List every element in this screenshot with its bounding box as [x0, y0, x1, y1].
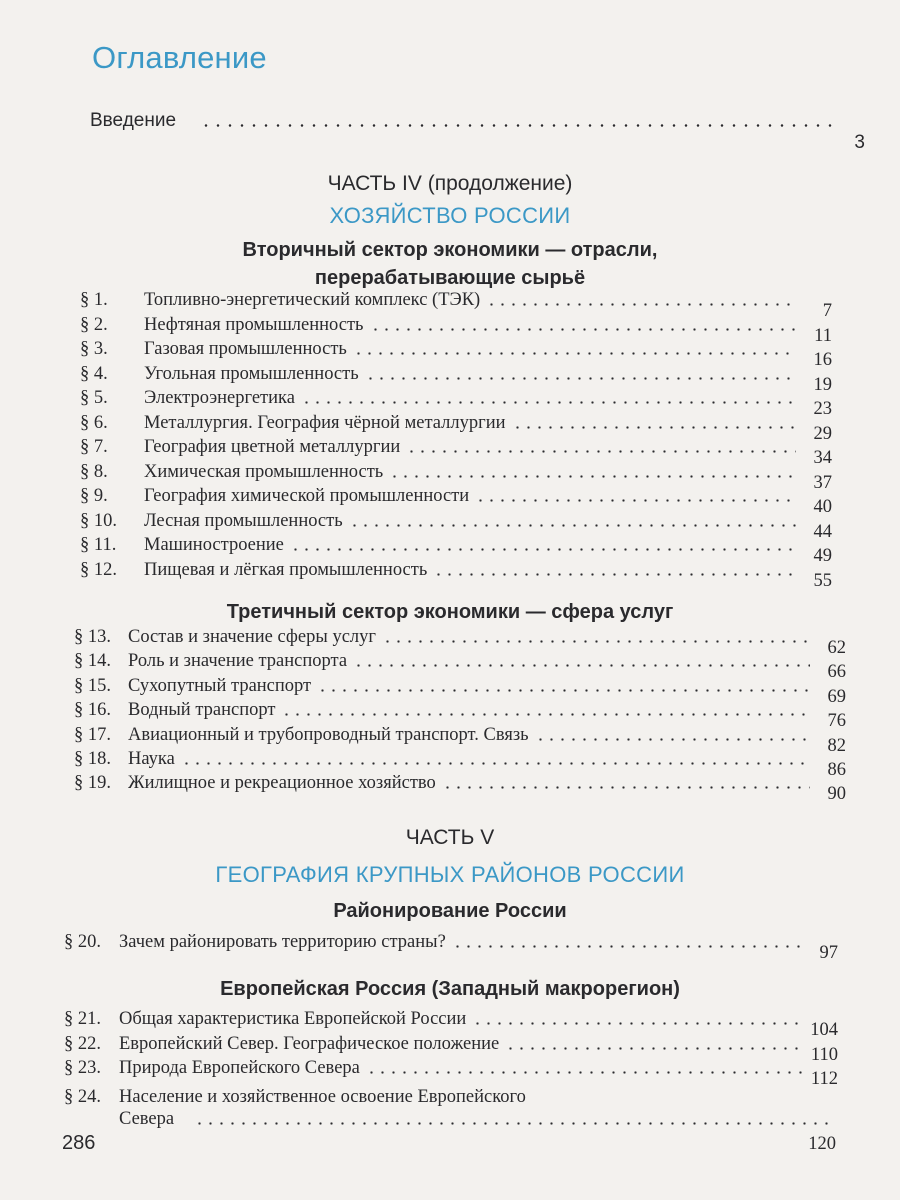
toc-entry-page: 90: [827, 784, 846, 805]
toc-entry-section: § 1.: [80, 290, 108, 310]
toc-entry-title: Наука: [128, 749, 175, 769]
toc-entry-title: Газовая промышленность: [144, 339, 347, 359]
toc-entry-title: Химическая промышленность: [144, 461, 384, 482]
toc-entry-section: § 15.: [74, 675, 111, 696]
dot-leader: [370, 328, 796, 331]
dot-leader: [406, 450, 796, 453]
toc-entry-title: Угольная промышленность: [144, 363, 359, 384]
toc-entry[interactable]: [64, 930, 838, 963]
toc-entry-page: 120: [808, 1134, 836, 1154]
toc-entry-title: География цветной металлургии: [144, 437, 401, 457]
dot-leader: [349, 524, 796, 527]
toc-entry-section: § 16.: [74, 700, 111, 721]
dot-leader: [433, 573, 796, 576]
toc-entry[interactable]: [64, 1032, 838, 1065]
toc-entry-page: 55: [813, 570, 832, 591]
toc-entry-section: § 8.: [80, 461, 108, 482]
toc-entry-title: Население и хозяйственное освоение Европейского: [119, 1087, 526, 1107]
toc-entry-page: 29: [813, 423, 832, 444]
toc-entry-section: § 2.: [80, 314, 108, 335]
toc-entry-page: 44: [813, 521, 832, 542]
toc-entry-section: § 17.: [74, 724, 111, 745]
toc-entry-section: § 7.: [80, 437, 108, 457]
section-heading-tertiary: Третичный сектор экономики — сфера услуг: [226, 601, 674, 623]
toc-entry-title: Европейский Север. Географическое положение: [119, 1033, 500, 1054]
toc-entry-title: Сухопутный транспорт: [128, 675, 312, 696]
toc-entry[interactable]: [80, 558, 832, 591]
toc-entry-page: 110: [810, 1044, 838, 1065]
dot-leader: [472, 1022, 802, 1025]
dot-leader: [290, 548, 796, 551]
toc-entry-page: 34: [813, 448, 832, 468]
dot-leader: [382, 640, 810, 643]
toc-entry-section: § 4.: [80, 363, 108, 384]
dot-leader: [365, 377, 796, 380]
toc-entry-page: 112: [810, 1069, 838, 1089]
dot-leader: [475, 499, 796, 502]
toc-entry-title: Зачем районировать территорию страны?: [119, 932, 446, 952]
toc-entry-page: 97: [819, 943, 838, 963]
toc-entry-title: Электроэнергетика: [144, 388, 295, 408]
toc-entry-page: 86: [827, 760, 846, 780]
toc-entry-title: Металлургия. География чёрной металлургии: [144, 412, 506, 433]
toc-entry-title: География химической промышленности: [144, 486, 470, 506]
dot-leader: [512, 426, 796, 429]
toc-entry-page: 23: [813, 399, 832, 419]
toc-entry[interactable]: [74, 723, 846, 756]
toc-entry[interactable]: [80, 509, 832, 542]
toc-entry-title: Жилищное и рекреационное хозяйство: [128, 773, 436, 794]
toc-entry[interactable]: [80, 411, 832, 444]
toc-entry-section: § 24.: [64, 1087, 101, 1107]
dot-leader: [200, 124, 833, 127]
toc-entry-section: § 20.: [64, 932, 101, 952]
toc-entry-section: § 23.: [64, 1058, 101, 1078]
part-5-title: ГЕОГРАФИЯ КРУПНЫХ РАЙОНОВ РОССИИ: [215, 862, 685, 887]
section-heading-line: Вторичный сектор экономики — отрасли,: [242, 239, 658, 261]
toc-entry-page: 3: [854, 132, 865, 153]
section-heading-europe: Европейская Россия (Западный макрорегион): [220, 978, 680, 1000]
toc-entry-intro[interactable]: [90, 110, 865, 153]
toc-entry-section: § 6.: [80, 412, 108, 433]
toc-entry[interactable]: [80, 288, 832, 321]
dot-leader: [301, 401, 796, 404]
dot-leader: [366, 1071, 802, 1074]
toc-entry-section: § 13.: [74, 627, 111, 647]
toc-entry-page: 19: [813, 374, 832, 395]
toc-entry[interactable]: [80, 337, 832, 370]
dot-leader: [353, 352, 796, 355]
toc-entry-title: Водный транспорт: [128, 700, 276, 721]
toc-entry-title: Состав и значение сферы услуг: [128, 627, 376, 647]
toc-entry-title: Введение: [90, 110, 177, 131]
toc-entry-title: Авиационный и трубопроводный транспорт. Связь: [128, 724, 529, 745]
toc-entry-section: § 9.: [80, 486, 108, 506]
toc-entry[interactable]: [80, 362, 832, 395]
toc-entry-page: 37: [813, 472, 832, 493]
toc-entry-page: 11: [814, 325, 832, 346]
dot-leader: [181, 762, 810, 765]
toc-entry-title: Общая характеристика Европейской России: [119, 1009, 467, 1029]
dot-leader: [389, 475, 796, 478]
dot-leader: [194, 1122, 830, 1125]
section-heading-line: перерабатывающие сырьё: [314, 267, 586, 289]
toc-entry-section: § 10.: [80, 510, 117, 531]
toc-entry[interactable]: [74, 674, 846, 707]
toc-entry-title: Пищевая и лёгкая промышленность: [144, 559, 428, 580]
toc-entry-title: Природа Европейского Севера: [119, 1058, 360, 1078]
toc-entry[interactable]: [64, 1056, 838, 1089]
toc-entry-page: 40: [813, 497, 832, 517]
toc-entry[interactable]: [74, 649, 846, 683]
toc-entry-section: § 12.: [80, 559, 117, 580]
toc-entry-title: Топливно-энергетический комплекс (ТЭК): [144, 290, 481, 310]
toc-entry-section: § 3.: [80, 339, 108, 359]
toc-entry-page: 49: [813, 546, 832, 566]
toc-entry-page: 76: [827, 711, 846, 732]
dot-leader: [486, 303, 796, 306]
dot-leader: [353, 664, 810, 667]
toc-entry-title: Севера: [119, 1109, 175, 1129]
toc-entry-page: 62: [827, 638, 846, 658]
toc-entry-page: 66: [827, 662, 846, 683]
part-5-label: ЧАСТЬ V: [405, 826, 495, 849]
toc-entry-title: Лесная промышленность: [144, 510, 343, 531]
toc-entry[interactable]: [74, 747, 846, 780]
part-4-label: ЧАСТЬ IV (продолжение): [327, 172, 573, 195]
toc-entry[interactable]: [80, 386, 832, 419]
toc-entry-section: § 18.: [74, 749, 111, 769]
page-title: Оглавление: [92, 40, 267, 75]
toc-entry-section: § 14.: [74, 651, 111, 672]
toc-entry-page: 69: [827, 686, 846, 707]
toc-entry[interactable]: [80, 460, 832, 493]
section-heading-secondary: [0, 236, 900, 292]
dot-leader: [281, 713, 810, 716]
toc-entry-section: § 21.: [64, 1009, 101, 1029]
dot-leader: [442, 786, 810, 789]
toc-entry[interactable]: [74, 625, 846, 658]
toc-entry[interactable]: [80, 533, 832, 566]
toc-entry-section: § 19.: [74, 773, 111, 794]
dot-leader: [535, 738, 810, 741]
dot-leader: [452, 945, 802, 948]
toc-entry[interactable]: [80, 484, 832, 517]
toc-entry-section: § 11.: [80, 535, 117, 555]
toc-entry[interactable]: [64, 1007, 838, 1040]
page-number: 286: [62, 1132, 96, 1154]
toc-entry-title: Нефтяная промышленность: [144, 314, 364, 335]
toc-entry[interactable]: [74, 771, 846, 805]
toc-entry-section: § 5.: [80, 388, 108, 408]
dot-leader: [505, 1047, 802, 1050]
toc-entry-section: § 22.: [64, 1033, 101, 1054]
toc-entry-page: 16: [813, 350, 832, 370]
part-4-title: ХОЗЯЙСТВО РОССИИ: [329, 203, 571, 228]
toc-entry-title: Роль и значение транспорта: [128, 651, 348, 672]
toc-entry-title: Машиностроение: [144, 535, 284, 555]
toc-entry-page: 82: [827, 735, 846, 756]
section-heading-zoning: Районирование России: [333, 900, 567, 922]
toc-entry[interactable]: [80, 313, 832, 346]
toc-entry[interactable]: [74, 698, 846, 732]
toc-entry[interactable]: [80, 435, 832, 468]
toc-entry-page: 7: [822, 301, 832, 321]
toc-entry-page: 104: [810, 1020, 838, 1040]
dot-leader: [317, 689, 810, 692]
